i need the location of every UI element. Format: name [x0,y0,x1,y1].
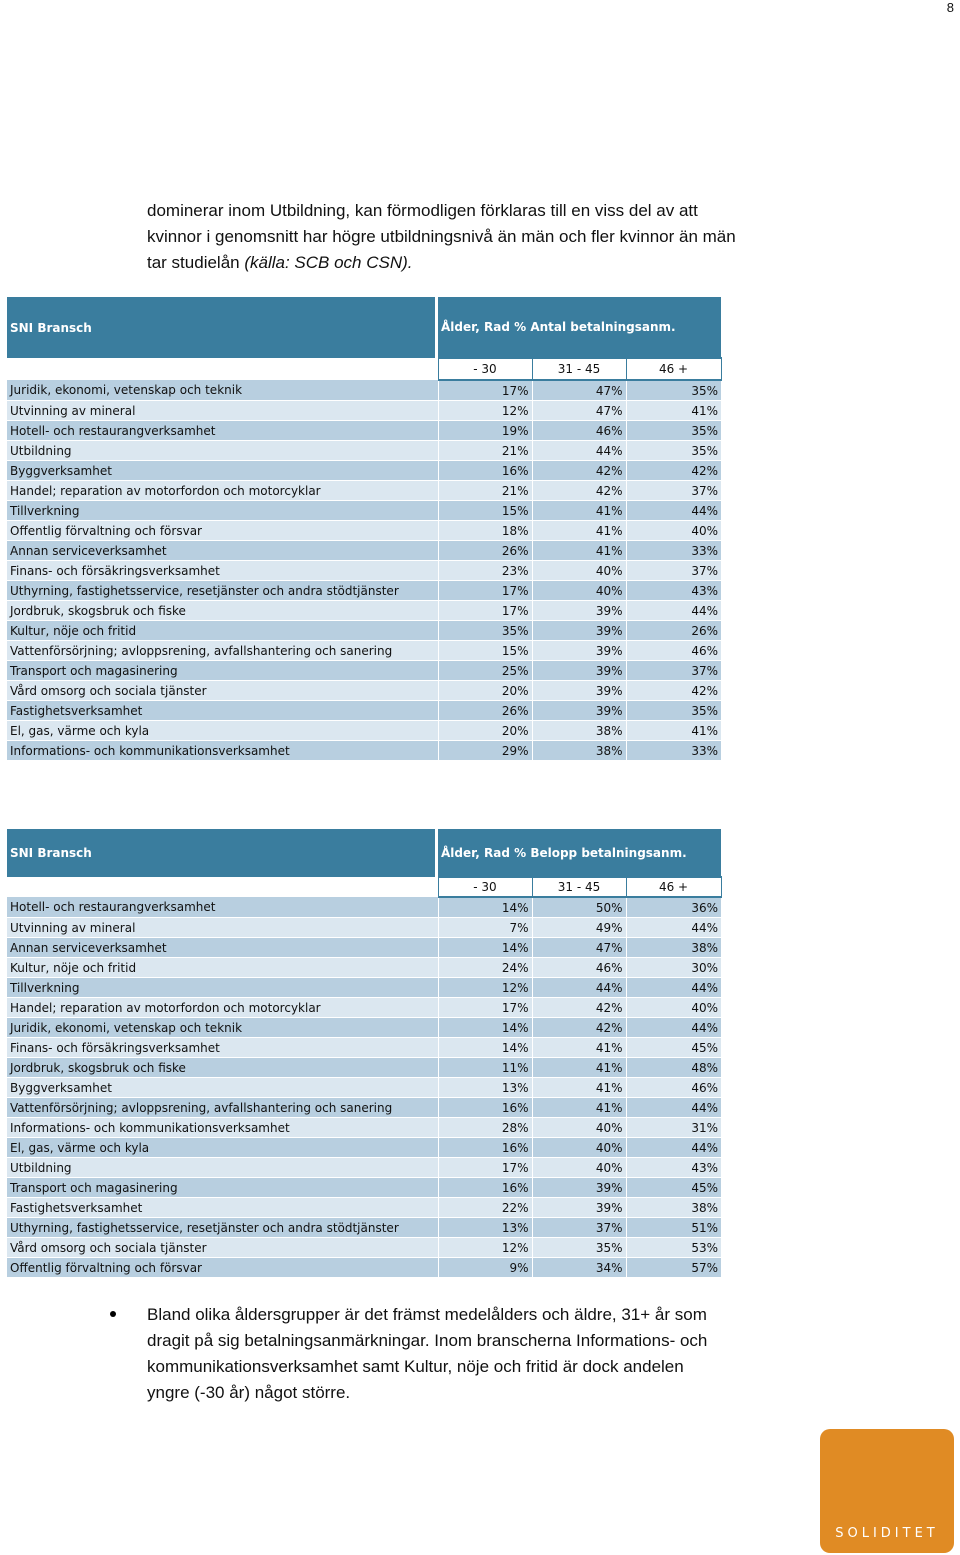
table-row [7,441,721,461]
bransch-cell: El, gas, värme och kyla [7,721,435,741]
bransch-cell: Juridik, ekonomi, vetenskap och teknik [7,1018,435,1038]
table-row [7,741,721,761]
table-row [7,897,721,918]
value-cell-under-30: 26% [438,541,532,561]
value-cell-31-45: 40% [532,1158,626,1178]
value-cell-under-30: 12% [438,978,532,998]
value-cell-31-45: 39% [532,661,626,681]
value-cell-31-45: 49% [532,918,626,938]
bransch-cell: Fastighetsverksamhet [7,701,435,721]
table-row [7,701,721,721]
table-row [7,1258,721,1278]
value-cell-31-45: 47% [532,380,626,401]
value-cell-31-45: 38% [532,741,626,761]
value-cell-31-45: 47% [532,401,626,421]
table-row [7,978,721,998]
bransch-cell: Vattenförsörjning; avloppsrening, avfallshantering och sanering [7,1098,435,1118]
bransch-cell: Finans- och försäkringsverksamhet [7,1038,435,1058]
value-cell-31-45: 44% [532,441,626,461]
value-cell-31-45: 42% [532,998,626,1018]
bransch-cell: Transport och magasinering [7,661,435,681]
value-cell-31-45: 41% [532,521,626,541]
bransch-cell: Informations- och kommunikationsverksamhet [7,1118,435,1138]
value-cell-under-30: 12% [438,401,532,421]
value-cell-31-45: 39% [532,681,626,701]
age-group-header: 31 - 45 [532,877,626,897]
value-cell-31-45: 44% [532,978,626,998]
value-cell-31-45: 41% [532,1038,626,1058]
bransch-cell: Juridik, ekonomi, vetenskap och teknik [7,380,435,401]
value-cell-under-30: 22% [438,1198,532,1218]
value-cell-under-30: 17% [438,1158,532,1178]
table-row [7,681,721,701]
value-cell-46-plus: 53% [626,1238,721,1258]
value-cell-31-45: 39% [532,641,626,661]
logo-text: SOLIDITET [835,1526,939,1541]
value-cell-46-plus: 57% [626,1258,721,1278]
bransch-cell: Utbildning [7,441,435,461]
value-cell-46-plus: 44% [626,918,721,938]
table-belopp-betalningsanm [7,829,722,1278]
table-row [7,621,721,641]
table-row [7,661,721,681]
value-cell-under-30: 13% [438,1218,532,1238]
table-row [7,1218,721,1238]
value-cell-31-45: 40% [532,1118,626,1138]
bransch-cell: Kultur, nöje och fritid [7,958,435,978]
value-cell-31-45: 41% [532,501,626,521]
value-cell-31-45: 38% [532,721,626,741]
value-cell-31-45: 40% [532,581,626,601]
table-row [7,1138,721,1158]
value-cell-46-plus: 30% [626,958,721,978]
bransch-cell: Kultur, nöje och fritid [7,621,435,641]
value-cell-46-plus: 46% [626,1078,721,1098]
bransch-cell: Jordbruk, skogsbruk och fiske [7,1058,435,1078]
bransch-cell: Byggverksamhet [7,461,435,481]
value-cell-under-30: 7% [438,918,532,938]
value-cell-46-plus: 37% [626,661,721,681]
table-row [7,1018,721,1038]
value-cell-under-30: 29% [438,741,532,761]
intro-text: dominerar inom Utbildning, kan förmodligen förklaras till en viss del av att kvinnor i genomsnitt har högre utbildningsnivå än män och fler kvinnor än män tar studielån [147,201,736,272]
value-cell-46-plus: 42% [626,681,721,701]
age-group-header: - 30 [438,358,532,380]
value-cell-46-plus: 37% [626,481,721,501]
table-row [7,918,721,938]
value-cell-46-plus: 35% [626,421,721,441]
table-row [7,721,721,741]
value-cell-31-45: 35% [532,1238,626,1258]
value-cell-under-30: 35% [438,621,532,641]
bransch-cell: Offentlig förvaltning och försvar [7,1258,435,1278]
bransch-cell: Tillverkning [7,501,435,521]
bransch-cell: Informations- och kommunikationsverksamhet [7,741,435,761]
value-cell-46-plus: 31% [626,1118,721,1138]
value-cell-under-30: 14% [438,1038,532,1058]
value-cell-under-30: 14% [438,938,532,958]
table-row [7,641,721,661]
bransch-cell: Handel; reparation av motorfordon och motorcyklar [7,998,435,1018]
value-cell-46-plus: 44% [626,978,721,998]
table-row [7,521,721,541]
table-header-bransch: SNI Bransch [7,829,435,877]
value-cell-under-30: 19% [438,421,532,441]
value-cell-under-30: 16% [438,1098,532,1118]
bransch-cell: Vattenförsörjning; avloppsrening, avfallshantering och sanering [7,641,435,661]
table-row [7,1158,721,1178]
value-cell-31-45: 42% [532,1018,626,1038]
value-cell-under-30: 17% [438,380,532,401]
bransch-cell: Vård omsorg och sociala tjänster [7,1238,435,1258]
table-antal-betalningsanm [7,297,722,761]
bransch-cell: Tillverkning [7,978,435,998]
value-cell-46-plus: 41% [626,401,721,421]
value-cell-46-plus: 35% [626,380,721,401]
value-cell-31-45: 50% [532,897,626,918]
age-group-header: 46 + [626,877,721,897]
table-row [7,1098,721,1118]
bransch-cell: Byggverksamhet [7,1078,435,1098]
bransch-cell: Transport och magasinering [7,1178,435,1198]
value-cell-46-plus: 38% [626,1198,721,1218]
table-row [7,1058,721,1078]
bransch-cell: Uthyrning, fastighetsservice, resetjänster och andra stödtjänster [7,1218,435,1238]
value-cell-31-45: 39% [532,1178,626,1198]
value-cell-under-30: 17% [438,581,532,601]
table-row [7,1238,721,1258]
table-row [7,938,721,958]
table-row [7,1118,721,1138]
bransch-cell: Vård omsorg och sociala tjänster [7,681,435,701]
table-row [7,581,721,601]
value-cell-31-45: 37% [532,1218,626,1238]
value-cell-under-30: 17% [438,998,532,1018]
value-cell-46-plus: 44% [626,1098,721,1118]
bransch-cell: Finans- och försäkringsverksamhet [7,561,435,581]
value-cell-under-30: 28% [438,1118,532,1138]
value-cell-31-45: 47% [532,938,626,958]
age-group-header: - 30 [438,877,532,897]
bransch-cell: Utvinning av mineral [7,918,435,938]
value-cell-46-plus: 45% [626,1038,721,1058]
bransch-cell: Fastighetsverksamhet [7,1198,435,1218]
table-row [7,1078,721,1098]
value-cell-under-30: 17% [438,601,532,621]
value-cell-46-plus: 38% [626,938,721,958]
value-cell-31-45: 40% [532,1138,626,1158]
bransch-cell: Offentlig förvaltning och försvar [7,521,435,541]
table-header-bransch: SNI Bransch [7,297,435,358]
value-cell-46-plus: 44% [626,501,721,521]
value-cell-under-30: 16% [438,1178,532,1198]
bullet-dot-icon [110,1311,116,1317]
value-cell-31-45: 46% [532,958,626,978]
value-cell-46-plus: 37% [626,561,721,581]
value-cell-under-30: 11% [438,1058,532,1078]
value-cell-31-45: 46% [532,421,626,441]
value-cell-under-30: 9% [438,1258,532,1278]
value-cell-46-plus: 44% [626,601,721,621]
value-cell-under-30: 16% [438,1138,532,1158]
table-row [7,998,721,1018]
bransch-cell: Jordbruk, skogsbruk och fiske [7,601,435,621]
table-row [7,481,721,501]
value-cell-46-plus: 45% [626,1178,721,1198]
value-cell-46-plus: 43% [626,581,721,601]
value-cell-under-30: 14% [438,1018,532,1038]
bransch-cell: Hotell- och restaurangverksamhet [7,897,435,918]
value-cell-under-30: 12% [438,1238,532,1258]
table-row [7,461,721,481]
table-row [7,561,721,581]
value-cell-46-plus: 33% [626,541,721,561]
table-row [7,401,721,421]
value-cell-under-30: 18% [438,521,532,541]
value-cell-31-45: 41% [532,1098,626,1118]
value-cell-46-plus: 40% [626,998,721,1018]
value-cell-46-plus: 46% [626,641,721,661]
age-group-header: 46 + [626,358,721,380]
value-cell-31-45: 41% [532,541,626,561]
bransch-cell: Handel; reparation av motorfordon och motorcyklar [7,481,435,501]
value-cell-under-30: 26% [438,701,532,721]
value-cell-under-30: 14% [438,897,532,918]
value-cell-46-plus: 44% [626,1018,721,1038]
value-cell-31-45: 41% [532,1058,626,1078]
table-header-alder: Ålder, Rad % Antal betalningsanm. [438,297,721,358]
value-cell-31-45: 41% [532,1078,626,1098]
value-cell-under-30: 20% [438,721,532,741]
table-row [7,1038,721,1058]
bullet-text: Bland olika åldersgrupper är det främst medelålders och äldre, 31+ år som dragit på sig betalningsanmärkningar. Inom branscherna Informations- och kommunikationsverksamhet samt Kultur, nöje och fritid är dock andelen yngre (-30 år) något större. [147,1305,708,1402]
value-cell-31-45: 39% [532,1198,626,1218]
bullet-item [110,1302,710,1406]
table-row [7,1178,721,1198]
value-cell-under-30: 25% [438,661,532,681]
page-number: 8 [946,0,954,15]
bransch-cell: Hotell- och restaurangverksamhet [7,421,435,441]
bransch-cell: Annan serviceverksamhet [7,938,435,958]
table-row [7,601,721,621]
value-cell-31-45: 40% [532,561,626,581]
value-cell-46-plus: 33% [626,741,721,761]
value-cell-under-30: 23% [438,561,532,581]
bransch-cell: Utbildning [7,1158,435,1178]
value-cell-under-30: 21% [438,441,532,461]
value-cell-46-plus: 35% [626,701,721,721]
table-row [7,501,721,521]
table-row [7,1198,721,1218]
age-group-header: 31 - 45 [532,358,626,380]
value-cell-46-plus: 51% [626,1218,721,1238]
bransch-cell: Annan serviceverksamhet [7,541,435,561]
value-cell-under-30: 21% [438,481,532,501]
value-cell-under-30: 24% [438,958,532,978]
value-cell-46-plus: 40% [626,521,721,541]
table-row [7,541,721,561]
bransch-cell: Uthyrning, fastighetsservice, resetjänster och andra stödtjänster [7,581,435,601]
value-cell-46-plus: 26% [626,621,721,641]
value-cell-31-45: 39% [532,601,626,621]
value-cell-under-30: 13% [438,1078,532,1098]
intro-source: (källa: SCB och CSN). [244,253,413,272]
table-row [7,421,721,441]
value-cell-46-plus: 36% [626,897,721,918]
bransch-cell: El, gas, värme och kyla [7,1138,435,1158]
value-cell-31-45: 42% [532,461,626,481]
table-row [7,958,721,978]
value-cell-46-plus: 35% [626,441,721,461]
value-cell-31-45: 39% [532,701,626,721]
value-cell-31-45: 39% [532,621,626,641]
value-cell-46-plus: 41% [626,721,721,741]
intro-paragraph [147,198,747,276]
value-cell-46-plus: 48% [626,1058,721,1078]
bransch-cell: Utvinning av mineral [7,401,435,421]
value-cell-under-30: 16% [438,461,532,481]
soliditet-logo [820,1429,954,1553]
table-header-alder: Ålder, Rad % Belopp betalningsanm. [438,829,721,877]
value-cell-46-plus: 42% [626,461,721,481]
value-cell-31-45: 42% [532,481,626,501]
value-cell-46-plus: 43% [626,1158,721,1178]
value-cell-under-30: 15% [438,641,532,661]
value-cell-under-30: 15% [438,501,532,521]
value-cell-31-45: 34% [532,1258,626,1278]
value-cell-under-30: 20% [438,681,532,701]
value-cell-46-plus: 44% [626,1138,721,1158]
table-row [7,380,721,401]
bullet-list [110,1302,710,1406]
